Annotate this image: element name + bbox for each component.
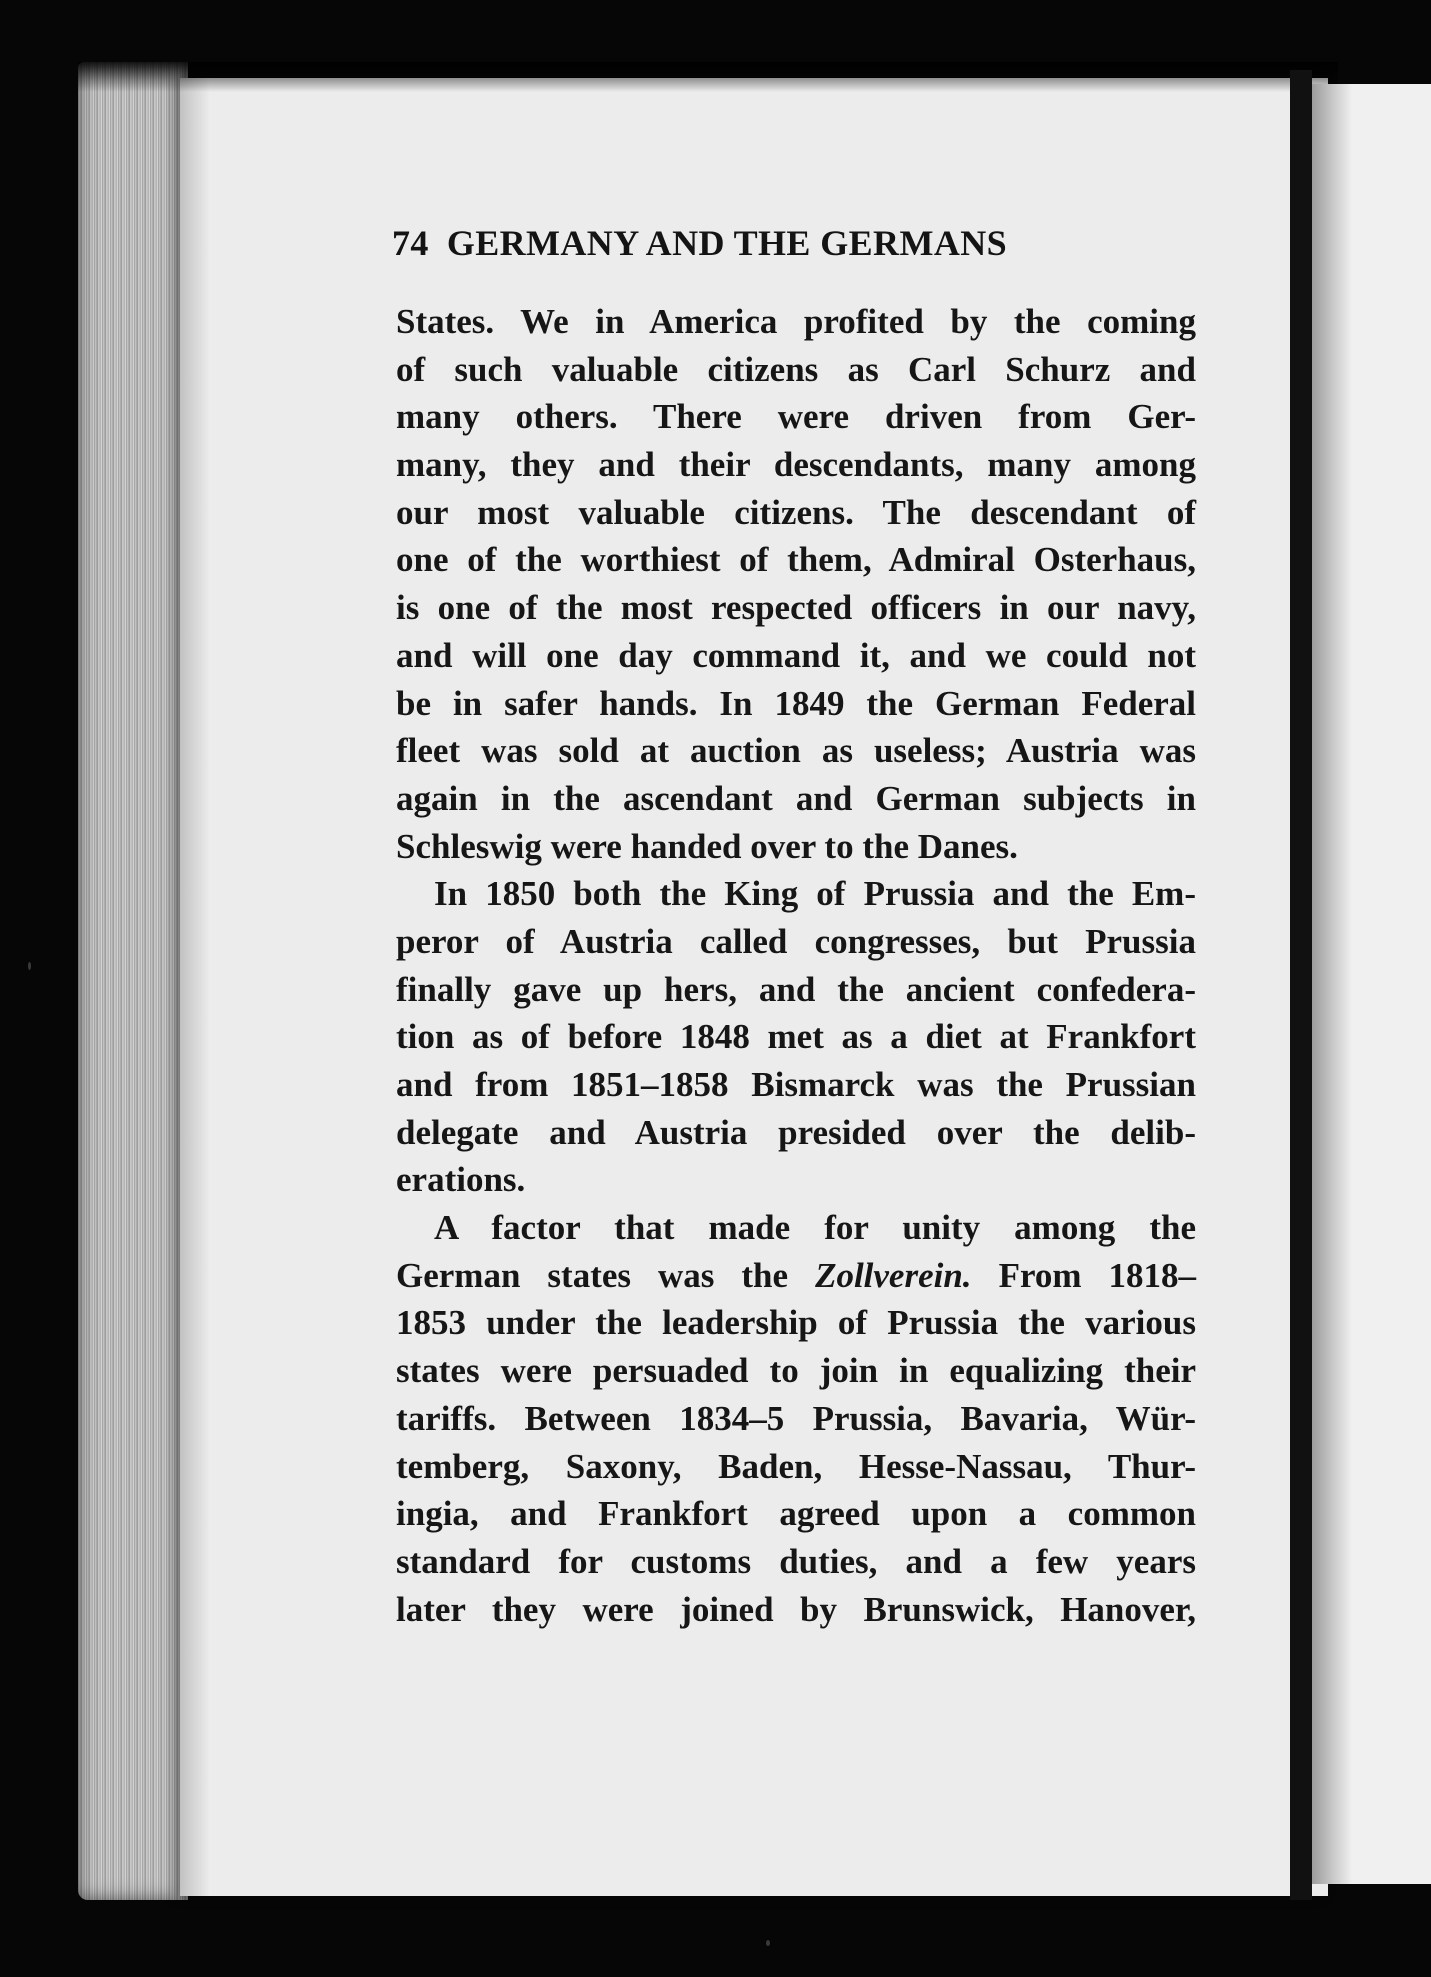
page-edges [78, 62, 188, 1900]
text-line: of such valuable citizens as Carl Schurz and [396, 349, 1196, 389]
text-line: is one of the most respected officers in our navy, [396, 588, 1196, 628]
facing-page-edge [1312, 84, 1431, 1884]
text-line: ingia, and Frankfort agreed upon a common [396, 1494, 1196, 1534]
text-segment: German states was the [396, 1255, 816, 1295]
text-line: again in the ascendant and German subjects in [396, 778, 1196, 818]
text-line: peror of Austria called congresses, but Prussia [396, 921, 1196, 961]
text-line: Schleswig were handed over to the Danes. [396, 826, 1018, 866]
text-line: erations. [396, 1160, 526, 1200]
text-line: temberg, Saxony, Baden, Hesse-Nassau, Thur- [396, 1446, 1196, 1486]
text-line: fleet was sold at auction as useless; Austria was [396, 731, 1196, 771]
text-line: many others. There were driven from Ger- [396, 397, 1196, 437]
page-top-shadow [78, 62, 1338, 92]
body-text [396, 298, 1196, 1633]
text-line: and will one day command it, and we could not [396, 635, 1196, 675]
text-line: one of the worthiest of them, Admiral Osterhaus, [396, 540, 1196, 580]
running-head [392, 222, 1192, 264]
text-line: states were persuaded to join in equalizing their [396, 1351, 1196, 1391]
running-title: GERMANY AND THE GERMANS [446, 223, 1008, 263]
text-line: tariffs. Between 1834–5 Prussia, Bavaria, Wür- [396, 1398, 1196, 1438]
text-line: our most valuable citizens. The descendant of [396, 492, 1196, 532]
italic-term: Zollverein. [815, 1255, 972, 1295]
scan-speck [766, 1940, 770, 1946]
text-line: later they were joined by Brunswick, Hanover, [396, 1589, 1196, 1629]
text-line: tion as of before 1848 met as a diet at Frankfort [396, 1017, 1196, 1057]
text-line: A factor that made for unity among the [434, 1208, 1196, 1248]
text-line: standard for customs duties, and a few years [396, 1541, 1196, 1581]
text-line: delegate and Austria presided over the delib- [396, 1112, 1196, 1152]
page-number: 74 [392, 223, 429, 263]
book-gutter [1290, 70, 1312, 1900]
text-line: States. We in America profited by the coming [396, 302, 1196, 341]
text-segment: From 1818– [971, 1255, 1196, 1295]
text-line: 1853 under the leadership of Prussia the various [396, 1303, 1196, 1343]
text-line: and from 1851–1858 Bismarck was the Prussian [396, 1065, 1196, 1104]
text-line: In 1850 both the King of Prussia and the Em- [434, 874, 1196, 914]
text-line: be in safer hands. In 1849 the German Federal [396, 683, 1196, 723]
scan-speck [28, 962, 31, 970]
text-line: many, they and their descendants, many among [396, 445, 1196, 485]
text-line: finally gave up hers, and the ancient confedera- [396, 969, 1196, 1009]
text-line-with-italic [396, 1252, 1196, 1300]
